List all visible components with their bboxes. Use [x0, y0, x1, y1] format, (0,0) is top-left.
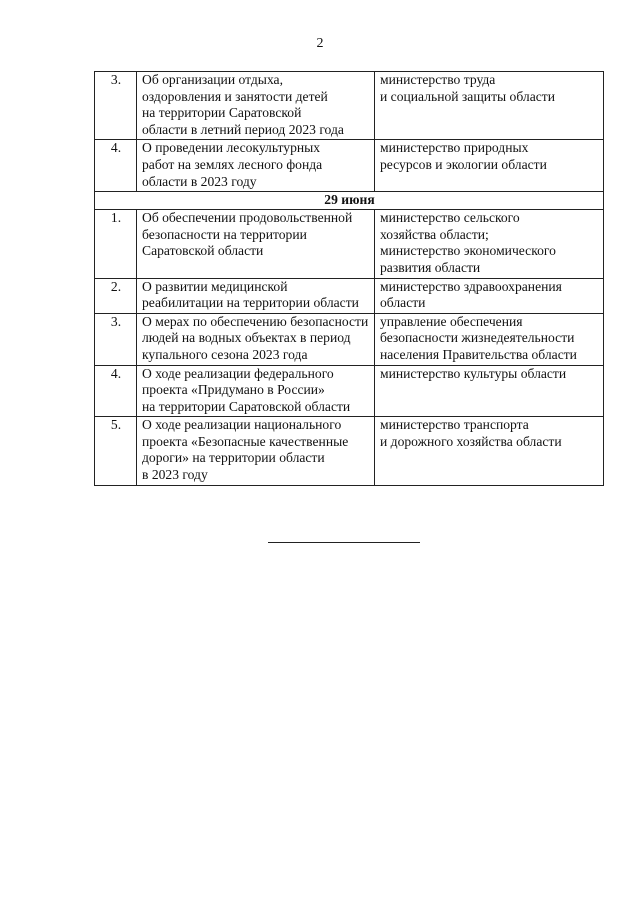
rows-after-date	[95, 210, 604, 486]
topic-line: оздоровления и занятости детей	[142, 88, 328, 104]
responsible-line: управление обеспечения	[380, 313, 523, 329]
topic-line: Об организации отдыха,	[142, 72, 283, 87]
responsible-line: населения Правительства области	[380, 346, 577, 362]
responsible-line: министерство транспорта	[380, 417, 529, 433]
rows-before-date	[95, 72, 604, 192]
topic-line: безопасности на территории	[142, 226, 307, 242]
responsible-cell	[375, 313, 604, 365]
topic-line: О ходе реализации национального	[142, 417, 342, 433]
item-number: 2.	[95, 278, 137, 313]
topic-cell	[137, 417, 375, 485]
topic-line: дороги» на территории области	[142, 450, 325, 466]
topic-cell	[137, 72, 375, 140]
topic-line: О мерах по обеспечению безопасности	[142, 313, 369, 329]
topic-line: области в 2023 году	[142, 173, 257, 189]
responsible-cell	[375, 210, 604, 278]
topic-cell	[137, 365, 375, 417]
responsible-line: министерство культуры области	[380, 365, 567, 381]
table-row	[95, 72, 604, 140]
responsible-cell	[375, 417, 604, 485]
table-row	[95, 313, 604, 365]
topic-line: проекта «Придумано в России»	[142, 382, 325, 398]
date-section	[95, 192, 604, 210]
date-header: 29 июня	[95, 192, 604, 210]
topic-line: О ходе реализации федерального	[142, 365, 334, 381]
responsible-line: и дорожного хозяйства области	[380, 433, 562, 449]
topic-line: на территории Саратовской	[142, 105, 302, 121]
responsible-line: министерство здравоохранения	[380, 278, 562, 294]
topic-line: области в летний период 2023 года	[142, 121, 344, 137]
item-number: 4.	[95, 365, 137, 417]
item-number: 1.	[95, 210, 137, 278]
topic-line: О проведении лесокультурных	[142, 140, 321, 156]
schedule-table	[94, 71, 604, 486]
topic-cell	[137, 140, 375, 192]
topic-line: О развитии медицинской	[142, 278, 288, 294]
responsible-line: хозяйства области;	[380, 226, 489, 242]
item-number: 3.	[95, 313, 137, 365]
table-row	[95, 140, 604, 192]
page-number: 2	[316, 36, 324, 51]
responsible-line: министерство сельского	[380, 210, 520, 226]
topic-line: купального сезона 2023 года	[142, 346, 308, 362]
topic-line: Саратовской области	[142, 243, 264, 259]
topic-line: работ на землях лесного фонда	[142, 156, 323, 172]
responsible-line: развития области	[380, 259, 481, 275]
date-row	[95, 192, 604, 210]
topic-line: реабилитации на территории области	[142, 295, 359, 311]
responsible-cell	[375, 140, 604, 192]
responsible-line: министерство труда	[380, 72, 496, 87]
responsible-line: области	[380, 295, 426, 311]
responsible-cell	[375, 278, 604, 313]
topic-line: Об обеспечении продовольственной	[142, 210, 353, 226]
responsible-line: и социальной защиты области	[380, 88, 555, 104]
item-number: 3.	[95, 72, 137, 140]
responsible-cell	[375, 365, 604, 417]
responsible-line: министерство природных	[380, 140, 529, 156]
responsible-line: безопасности жизнедеятельности	[380, 330, 575, 346]
closing-divider-line	[268, 542, 420, 543]
responsible-cell	[375, 72, 604, 140]
table-row	[95, 365, 604, 417]
item-number: 4.	[95, 140, 137, 192]
table-row	[95, 278, 604, 313]
responsible-line: министерство экономического	[380, 243, 556, 259]
topic-line: людей на водных объектах в период	[142, 330, 351, 346]
responsible-line: ресурсов и экологии области	[380, 156, 547, 172]
table-row	[95, 210, 604, 278]
topic-cell	[137, 313, 375, 365]
topic-line: проекта «Безопасные качественные	[142, 433, 349, 449]
topic-line: в 2023 году	[142, 467, 208, 483]
table-row	[95, 417, 604, 485]
item-number: 5.	[95, 417, 137, 485]
topic-cell	[137, 210, 375, 278]
topic-line: на территории Саратовской области	[142, 398, 351, 414]
topic-cell	[137, 278, 375, 313]
